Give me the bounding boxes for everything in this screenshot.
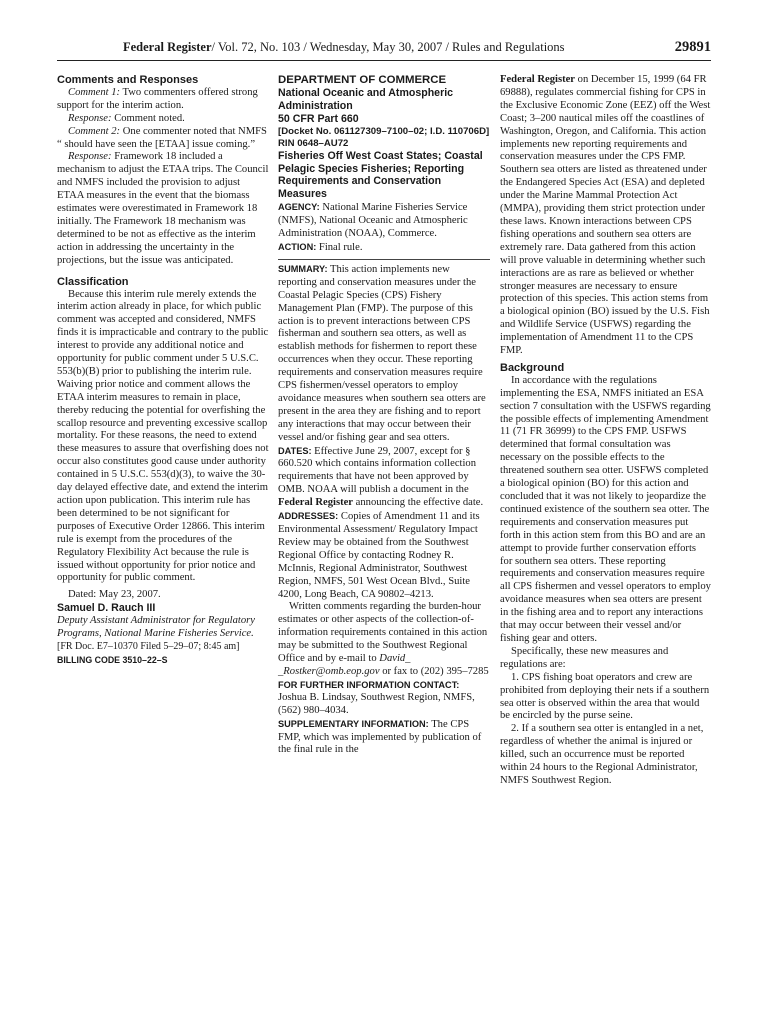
intro-text: on December 15, 1999 (64 FR 69888), regulates commercial fishing for CPS in the Exclusive Economic Zone (EEZ) off the West Coast; 3–200 nautical miles off the coastlines of Washington, Oregon, and California. This action implements new reporting requirements and conservation measures under the CPS FMP. Southern sea otters are listed as threatened under the Endangered Species Act (ESA) and depleted under the Marine Mammal Protection Act (MMPA), providing them strict protection under these laws. Known interactions between CPS fishing operations and southern sea otters are extremely rare. Data gathered from this action will prove valuable in determining whether such interactions are as rare as believed or whether stronger measures are necessary to ensure protection of this species. This action stems from a biological opinion (BO) issued by the U.S. Fish and Wildlife Service (USFWS) regarding the implementation of Amendment 11 to the CPS FMP. xyxy=(500,74,711,357)
comment-2-text: One commenter noted that NMFS “ should have seen the [ETAA] issue coming.” xyxy=(57,125,267,150)
column-left xyxy=(57,74,269,667)
dates-text-1: Effective June 29, 2007, except for § 660.520 which contains information collection requirements that have not been approved by OMB. NOAA will publish a document in the xyxy=(278,445,477,496)
addresses-section xyxy=(278,510,490,601)
rule-subject: Fisheries Off West Coast States; Coastal Pelagic Species Fisheries; Reporting Requirements and Conservation Measures xyxy=(278,149,483,201)
response-1-label: Response: xyxy=(68,112,112,124)
supplementary-text: The CPS FMP, which was implemented by publication of the final rule in the xyxy=(278,718,482,756)
column-right xyxy=(500,74,711,788)
classification-heading: Classification xyxy=(57,275,129,288)
written-comments xyxy=(278,601,490,678)
header-publication: Federal Register xyxy=(123,40,212,54)
page-number: 29891 xyxy=(674,39,711,55)
agency-name: National Oceanic and Atmospheric Administration xyxy=(278,86,454,112)
comment-1 xyxy=(57,87,269,113)
response-2-label: Response: xyxy=(68,151,112,163)
dates-federal-register: Federal Register xyxy=(278,497,354,509)
background-heading: Background xyxy=(500,361,565,374)
dated-line: Dated: May 23, 2007. xyxy=(68,589,161,601)
specifically-text: Specifically, these new measures and regulations are: xyxy=(500,645,669,670)
agency-text: National Marine Fisheries Service (NMFS), National Oceanic and Atmospheric Administration (NOAA), Commerce. xyxy=(278,202,468,240)
fr-doc-line: [FR Doc. E7–10370 Filed 5–29–07; 8:45 am] xyxy=(57,640,240,652)
header-citation xyxy=(123,40,565,55)
classification-text: Because this interim rule merely extends the interim action already in place, for which public comment was accepted and considered, NMFS finds it is impracticable and contrary to the public interest to provide any additional notice and opportunity for public comment under 5 U.S.C. 553(b)(B) prior to publishing the interim rule. Waiving prior notice and comment allows the ETAA interim measures to remain in place, thereby reducing the potential for overfishing the scallop resource and preventing excessive scallop mortality. For these reasons, the need to extend these measures to assure that overfishing does not occur also constitutes good cause under authority contained in 5 U.S.C. 553(d)(3), to waive the 30-day delayed effective date, and extend the interim action upon publication. This interim rule has been determined to be not significant for purposes of Executive Order 12866. This interim rule is exempt from the procedures of the Regulatory Flexibility Act because the rule is issued without opportunity for prior notice and opportunity for public comment. xyxy=(57,288,269,584)
written-text-2: or fax to (202) 395–7285 xyxy=(379,665,489,677)
comment-1-label: Comment 1: xyxy=(68,86,121,98)
docket-number: [Docket No. 061127309–7100–02; I.D. 110706D] xyxy=(278,125,490,137)
supplementary-label: SUPPLEMENTARY INFORMATION: xyxy=(278,718,429,729)
agency-label: AGENCY: xyxy=(278,202,320,213)
background-text: In accordance with the regulations implementing the ESA, NMFS initiated an ESA section 7 consultation with the USFWS regarding the possible effects of implementing Amendment 11 (71 FR 36999) to the CPS FMP. USFWS determined that formal consultation was necessary on the possible effects to the threatened southern sea otter. USFWS completed a biological opinion (BO) for this action and concluded that it was not likely to jeopardize the continued existence of the southern sea otter. The requirements and conservation measures put forth in this action stem from this BO and are an attempt to provide further conservation efforts for southern sea otters. These reporting requirements and conservation measures require all CPS fishermen and vessel operators to employ avoidance measures when sea otters are present in the fishing area and to report any interactions that may occur between their vessel and/or fishing gear and otters. xyxy=(500,374,711,644)
dates-section xyxy=(278,445,490,511)
contact-label: FOR FURTHER INFORMATION CONTACT: xyxy=(278,679,460,690)
page-header xyxy=(57,40,711,61)
action-section xyxy=(278,241,490,255)
written-text-1: Written comments regarding the burden-hour estimates or other aspects of the collection-of-information requirements contained in this action may be submitted to the Southwest Regional Office and by e-mail to xyxy=(278,601,488,665)
comment-1-text: Two commenters offered strong support for the interim action. xyxy=(57,86,258,111)
section-divider xyxy=(278,259,490,260)
intro-federal-register: Federal Register xyxy=(500,74,576,85)
header-meta: / Vol. 72, No. 103 / Wednesday, May 30, 2007 / Rules and Regulations xyxy=(211,40,565,54)
summary-text: This action implements new reporting and conservation measures under the Coastal Pelagic Species (CPS) Fishery Management Plan (FMP). The purpose of this action is to prevent interactions between CPS fisherman and southern sea otters, as well as establish methods for fishermen to report these occurrences when they occur. These reporting requirements and conservation measures require CPS fishermen/vessel operators to employ avoidance measures when southern sea otters are present in the area they are fishing and to report any interactions that may occur between their vessel and/or fishing gear and sea otters. xyxy=(278,263,486,443)
summary-label: SUMMARY: xyxy=(278,263,328,274)
billing-code: BILLING CODE 3510–22–S xyxy=(57,654,168,665)
response-1-text: Comment noted. xyxy=(111,112,185,124)
response-2 xyxy=(57,151,269,267)
measure-item-2: 2. If a southern sea otter is entangled in a net, regardless of whether the animal is injured or killed, such an occurrence must be reported within 24 hours to the Regional Administrator, NMFS Southwest Region. xyxy=(500,723,704,786)
column-middle xyxy=(278,74,490,757)
signer-name: Samuel D. Rauch III xyxy=(57,602,156,615)
response-2-text: Framework 18 included a mechanism to adjust the ETAA trips. The Council and NMFS included the provision to adjust ETAA measures in the event that the biomass estimates were overestimated in Framework 18 initially. The Framework 18 mechanism was determined to be not as effective as the interim action in addressing the uncertainty in the projections, but the issue was anticipated. xyxy=(57,151,269,266)
department-name: DEPARTMENT OF COMMERCE xyxy=(278,74,447,86)
supplementary-section xyxy=(278,718,490,758)
email-link[interactable]: David_ _Rostker@omb.eop.gov xyxy=(278,653,411,677)
rin-number: RIN 0648–AU72 xyxy=(278,137,349,149)
comment-2 xyxy=(57,126,269,152)
agency-section xyxy=(278,201,490,241)
comment-2-label: Comment 2: xyxy=(68,125,121,137)
response-1 xyxy=(57,113,269,126)
measure-item-1: 1. CPS fishing boat operators and crew are prohibited from deploying their nets if a southern sea otter is observed within the area that would be encircled by the purse seine. xyxy=(500,671,710,722)
action-label: ACTION: xyxy=(278,241,317,252)
addresses-text: Copies of Amendment 11 and its Environmental Assessment/ Regulatory Impact Review may be obtained from the Southwest Regional Office by contacting Rodney R. McInnis, Regional Administrator, Southwest Region, NMFS, 501 West Ocean Blvd., Suite 4200, Long Beach, CA 90802–4213. xyxy=(278,511,480,600)
summary-section xyxy=(278,263,490,445)
cfr-part: 50 CFR Part 660 xyxy=(278,112,359,125)
comments-heading: Comments and Responses xyxy=(57,74,199,86)
contact-text: Joshua B. Lindsay, Southwest Region, NMFS, (562) 980–4034. xyxy=(278,691,475,716)
addresses-label: ADDRESSES: xyxy=(278,511,339,522)
signer-title: Deputy Assistant Administrator for Regulatory Programs, National Marine Fisheries Service. xyxy=(57,615,255,640)
dates-label: DATES: xyxy=(278,445,312,456)
action-text: Final rule. xyxy=(316,241,363,253)
intro-paragraph xyxy=(500,74,711,358)
dates-text-2: announcing the effective date. xyxy=(353,497,484,509)
